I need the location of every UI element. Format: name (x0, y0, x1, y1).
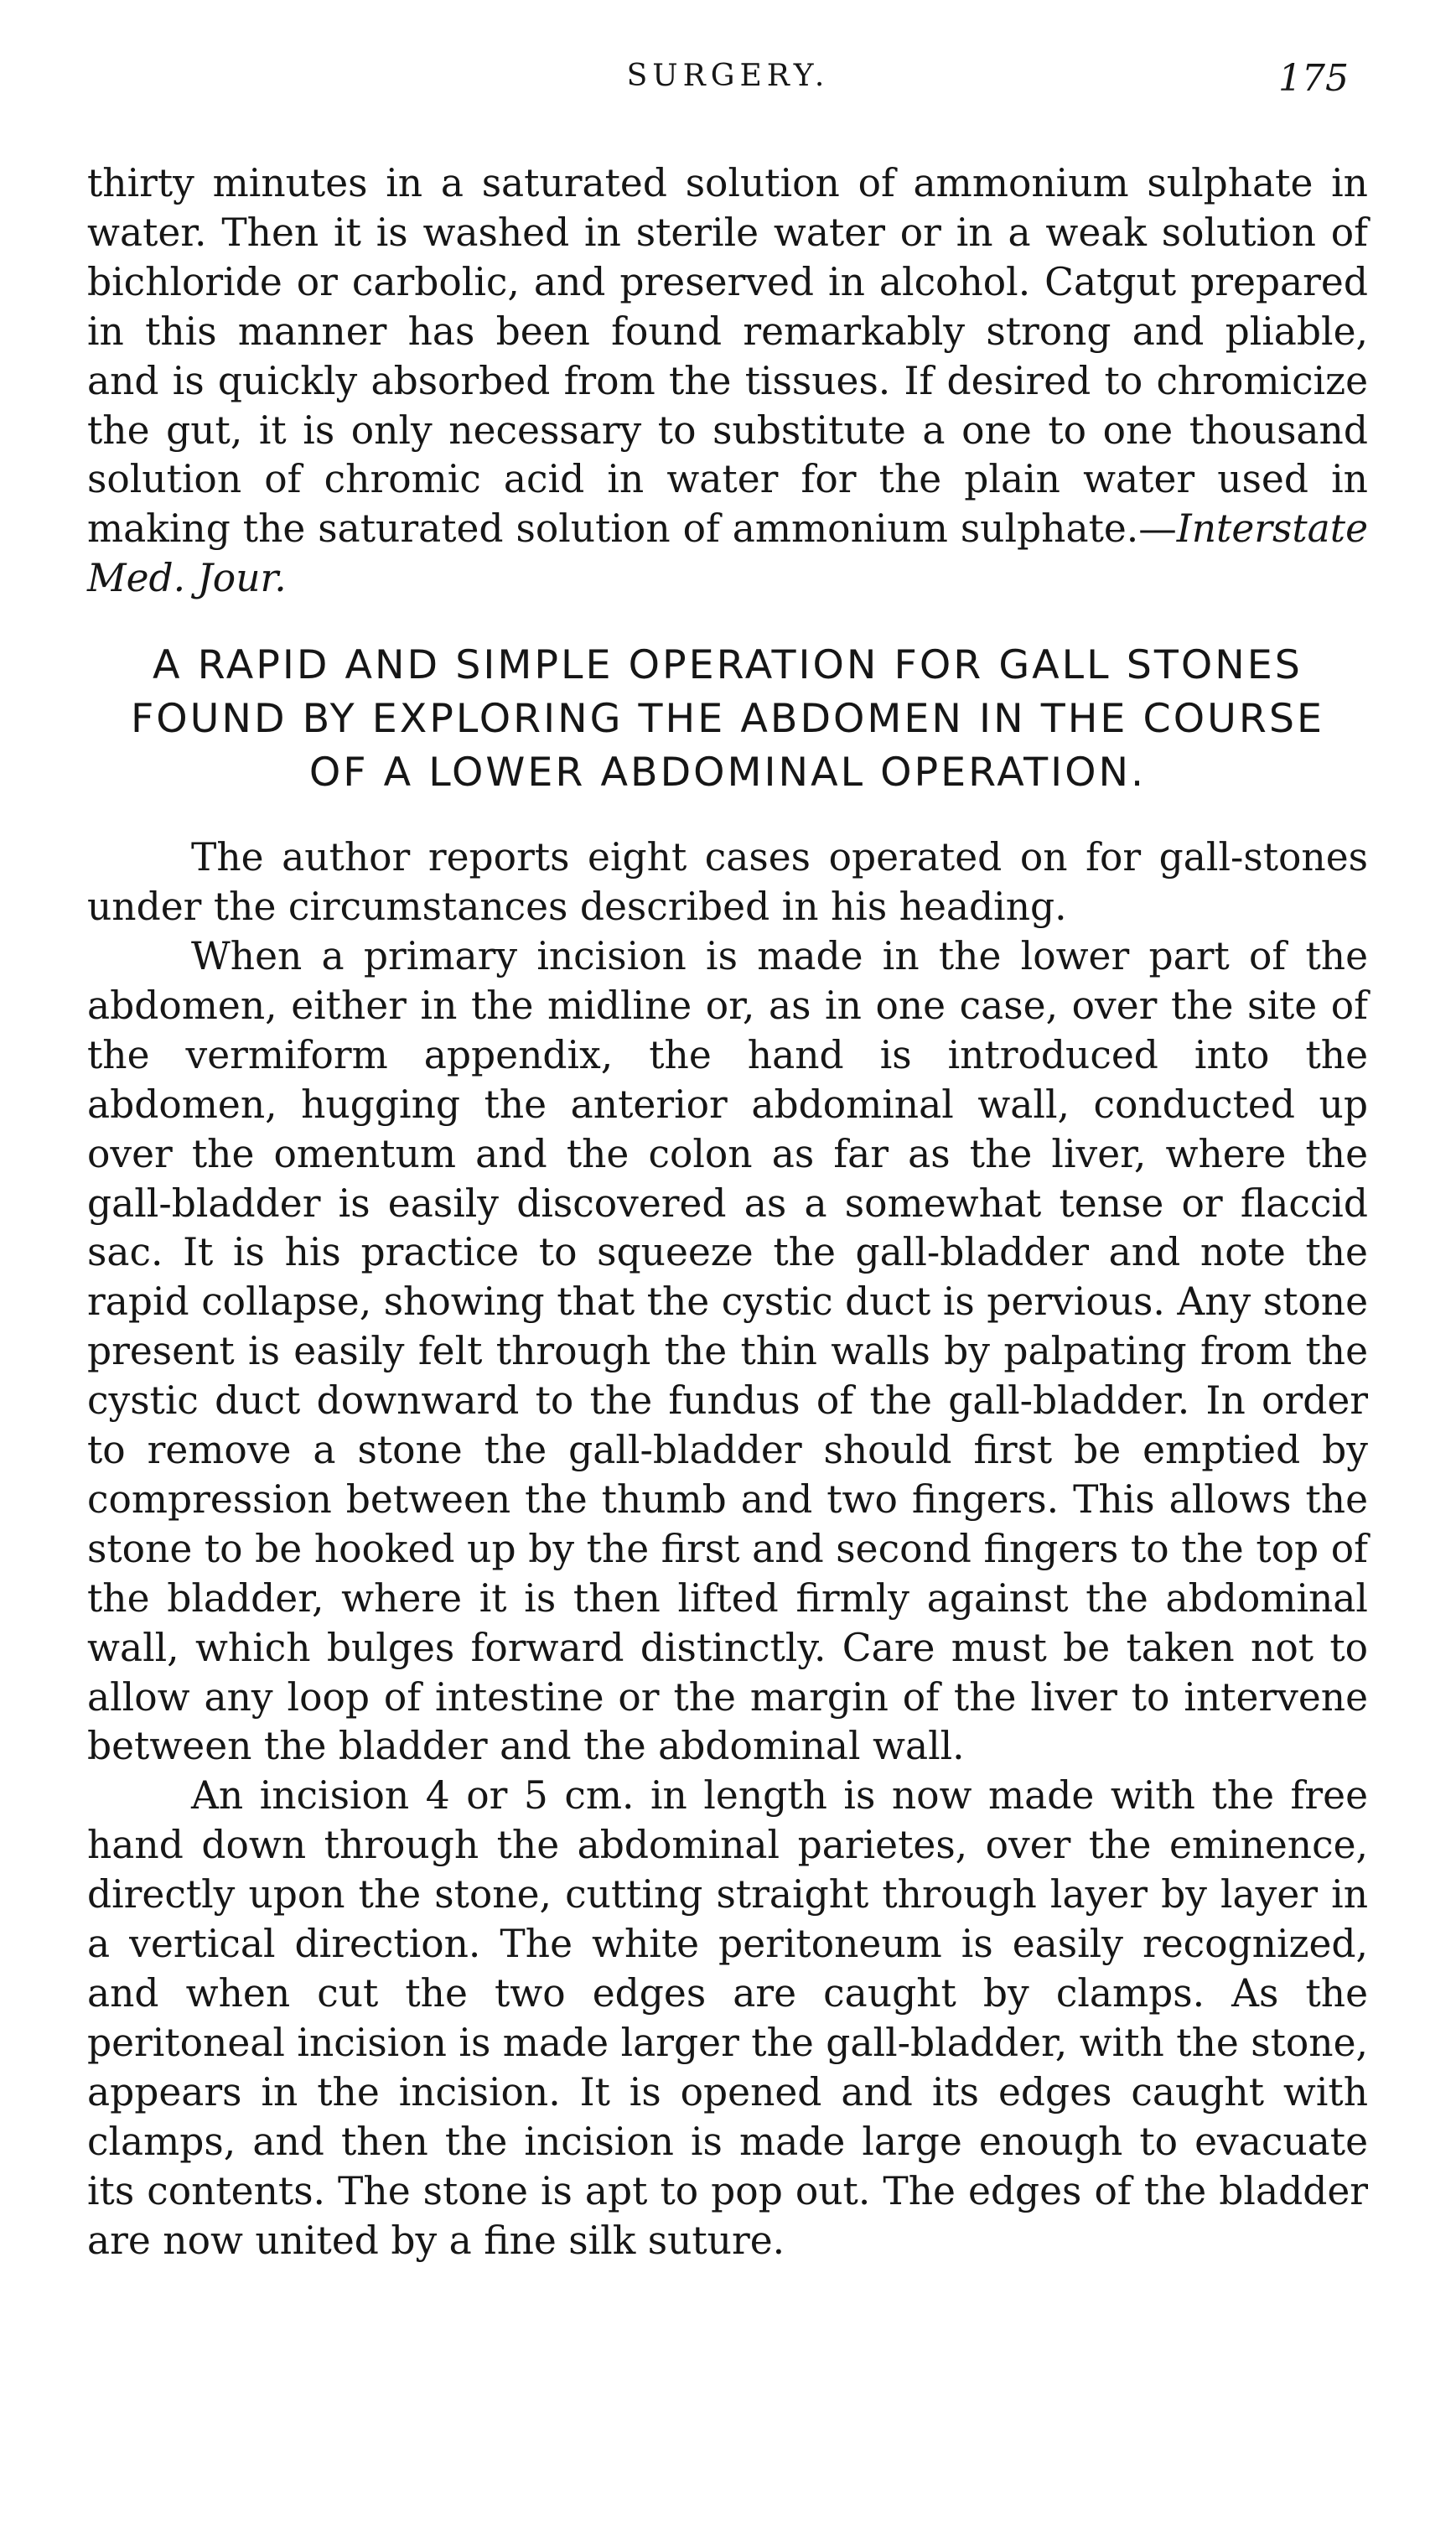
body-text (87, 159, 1368, 2265)
article-paragraph-3: An incision 4 or 5 cm. in length is now made with the free hand down through the abdominal parietes, over the eminence, directly upon the stone, cutting straight through layer by layer in a vertical direction. The white peritoneum is easily recognized, and when cut the two edges are caught by clamps. As the peritoneal incision is made larger the gall-bladder, with the stone, appears in the incision. It is opened and its edges caught with clamps, and then the incision is made large enough to evacuate its contents. The stone is apt to pop out. The edges of the bladder are now united by a fine silk suture. (87, 1773, 1368, 2263)
article-paragraph-1: The author reports eight cases operated on for gall-stones under the circumstances described in his heading. (87, 835, 1368, 930)
citation: Interstate Med. Jour. (87, 506, 1368, 601)
article-paragraph-2: When a primary incision is made in the lower part of the abdomen, either in the midline or, as in one case, over the site of the vermiform appendix, the hand is introduced into the abdomen, hugging the anterior abdominal wall, conducted up over the omentum and the colon as far as the liver, where the gall-bladder is easily discovered as a somewhat tense or flaccid sac. It is his practice to squeeze the gall-bladder and note the rapid collapse, showing that the cystic duct is pervious. Any stone present is easily felt through the thin walls by palpating from the cystic duct downward to the fundus of the gall-bladder. In order to remove a stone the gall-bladder should first be emptied by compression between the thumb and two fingers. This allows the stone to be hooked up by the first and second fingers to the top of the bladder, where it is then lifted firmly against the abdominal wall, which bulges forward distinctly. Care must be taken not to allow any loop of intestine or the margin of the liver to intervene between the bladder and the abdominal wall. (87, 933, 1368, 1769)
article-heading: A RAPID AND SIMPLE OPERATION FOR GALL STONES FOUND BY EXPLORING THE ABDOMEN IN THE COURSE OF A LOWER ABDOMINAL OPERATION. (130, 642, 1325, 796)
previous-article-text: thirty minutes in a saturated solution of ammonium sulphate in water. Then it is washed in sterile water or in a weak solution of bichloride or carbolic, and preserved in alcohol. Catgut prepared in this manner has been found remarkably strong and pliable, and is quickly absorbed from the tissues. If desired to chromicize the gut, it is only necessary to substitute a one to one thousand solution of chromic acid in water for the plain water used in making the saturated solution of ammonium sulphate.— (87, 161, 1368, 552)
running-head (0, 57, 1456, 107)
previous-article-paragraph (87, 159, 1368, 604)
page-number: 175 (1278, 57, 1349, 100)
running-title: SURGERY. (626, 59, 830, 93)
